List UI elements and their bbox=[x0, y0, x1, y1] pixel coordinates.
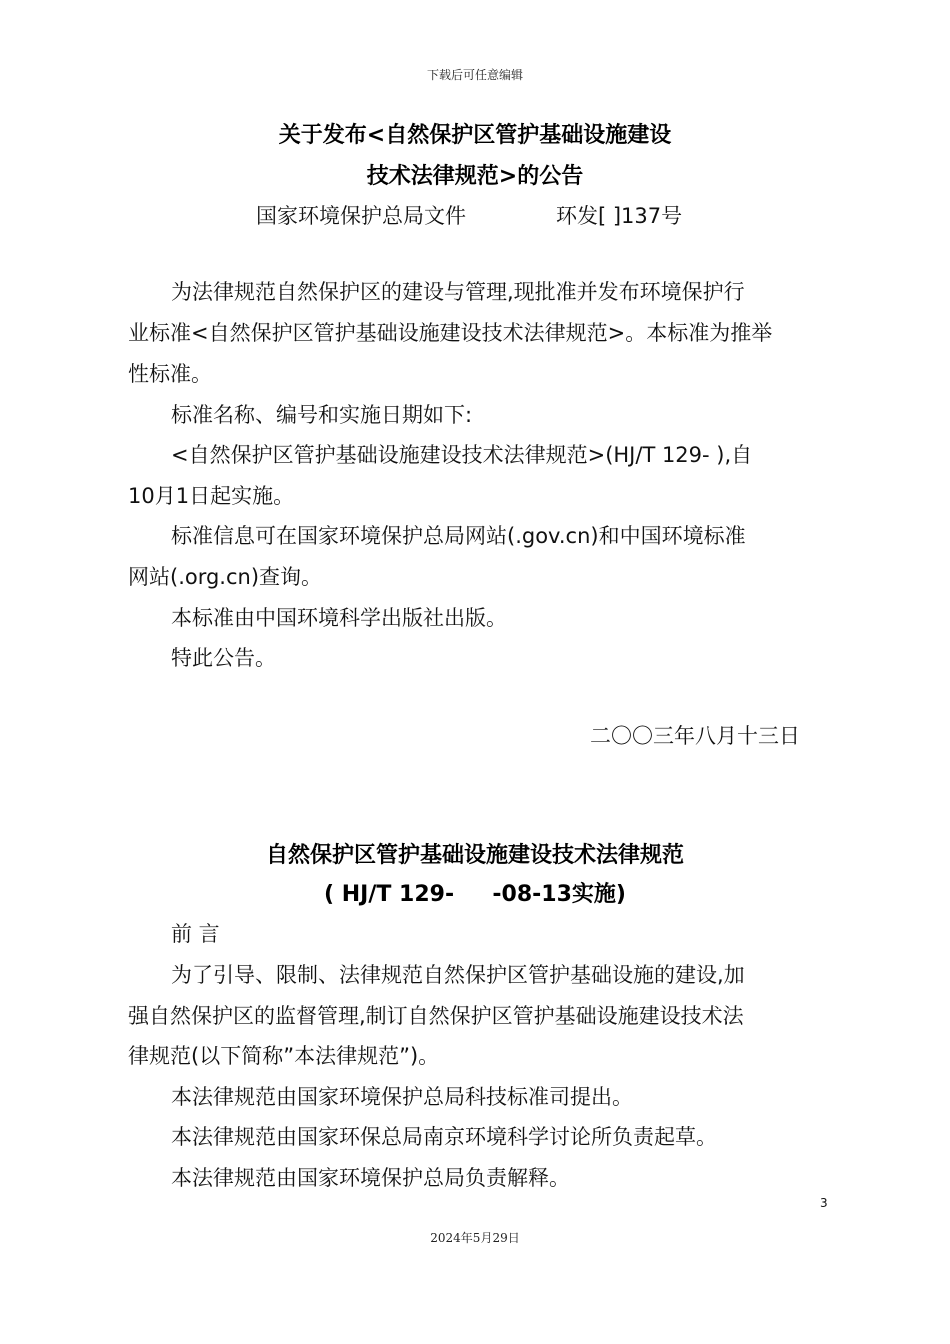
announcement-paragraph: 网站(.org.cn)查询。 bbox=[128, 565, 323, 589]
standard-paragraph: 强自然保护区的监督管理,制订自然保护区管护基础设施建设技术法 bbox=[128, 1004, 744, 1028]
announcement-paragraph: <自然保护区管护基础设施建设技术法律规范>(HJ/T 129- ),自 bbox=[171, 443, 753, 467]
standard-paragraph: 律规范(以下简称”本法律规范”)。 bbox=[128, 1044, 440, 1068]
header-note: 下载后可任意编辑 bbox=[426, 68, 523, 82]
standard-paragraph: 本法律规范由国家环境保护总局科技标准司提出。 bbox=[171, 1085, 633, 1109]
announcement-title-line2: 技术法律规范>的公告 bbox=[366, 164, 584, 189]
standard-subtitle: ( HJ/T 129- -08-13实施) bbox=[324, 882, 626, 907]
announcement-title-line1: 关于发布<自然保护区管护基础设施建设 bbox=[278, 123, 672, 148]
preface-heading: 前 言 bbox=[171, 922, 220, 946]
page-number: 3 bbox=[820, 1196, 828, 1210]
announcement-paragraph: 标准名称、编号和实施日期如下: bbox=[171, 403, 473, 427]
announcement-paragraph: 业标准<自然保护区管护基础设施建设技术法律规范>。本标准为推举 bbox=[128, 321, 773, 345]
issuer: 国家环境保护总局文件 bbox=[256, 204, 466, 228]
announcement-paragraph: 性标准。 bbox=[128, 362, 212, 386]
announcement-paragraph: 10月1日起实施。 bbox=[128, 484, 295, 508]
standard-paragraph: 为了引导、限制、法律规范自然保护区管护基础设施的建设,加 bbox=[171, 963, 745, 987]
announcement-paragraph: 本标准由中国环境科学出版社出版。 bbox=[171, 606, 507, 630]
announcement-paragraph: 标准信息可在国家环境保护总局网站(.gov.cn)和中国环境标准 bbox=[171, 524, 746, 548]
standard-paragraph: 本法律规范由国家环境保护总局负责解释。 bbox=[171, 1166, 570, 1190]
standard-title: 自然保护区管护基础设施建设技术法律规范 bbox=[265, 843, 684, 868]
announcement-date: 二〇〇三年八月十三日 bbox=[590, 724, 800, 748]
announcement-paragraph: 为法律规范自然保护区的建设与管理,现批准并发布环境保护行 bbox=[171, 280, 745, 304]
doc-number: 环发[ ]137号 bbox=[556, 204, 683, 228]
standard-paragraph: 本法律规范由国家环保总局南京环境科学讨论所负责起草。 bbox=[171, 1125, 717, 1149]
announcement-paragraph: 特此公告。 bbox=[171, 646, 276, 670]
footer-date: 2024年5月29日 bbox=[430, 1231, 520, 1245]
